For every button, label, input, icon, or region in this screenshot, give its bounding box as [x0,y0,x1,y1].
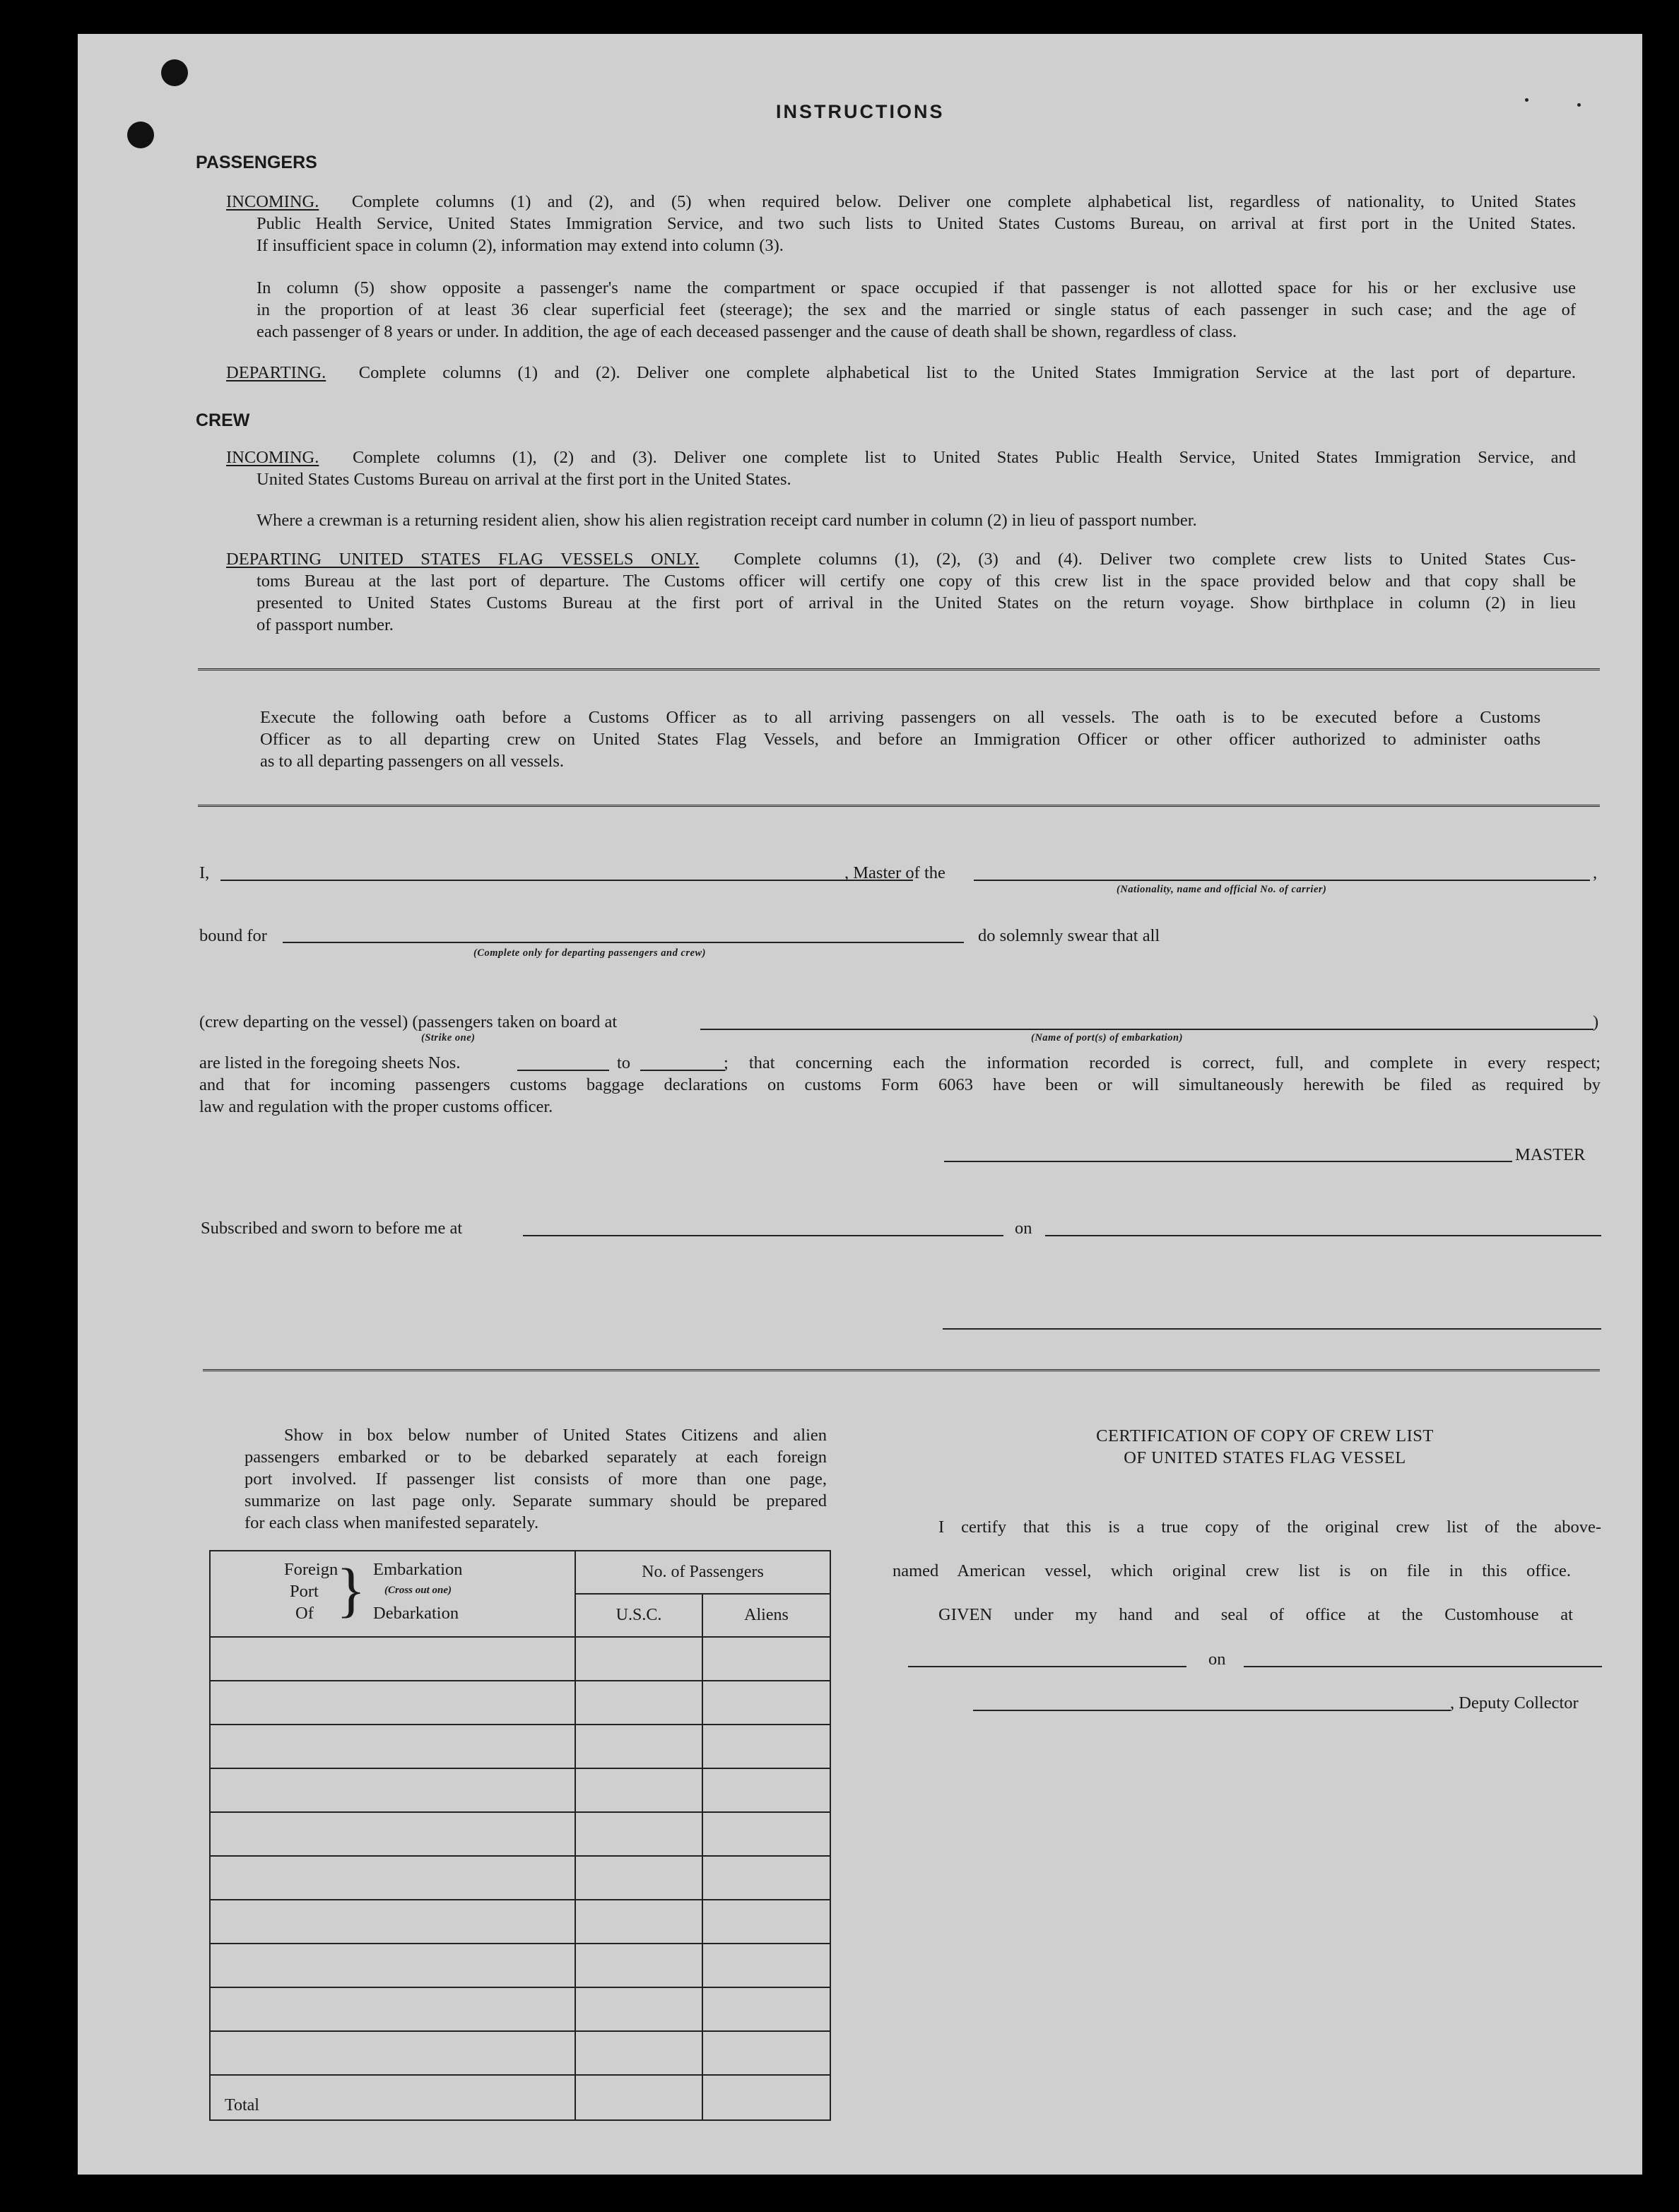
divider [198,668,1600,670]
master-name-field[interactable] [220,880,913,881]
summary-l5: for each class when manifested separately. [245,1513,539,1532]
header-foreign: Foreign [284,1560,338,1579]
speck [1577,103,1581,107]
aliens-cell[interactable] [702,1856,830,1900]
oath-close-paren: ) [1593,1012,1599,1031]
certification-title-l2: OF UNITED STATES FLAG VESSEL [1124,1448,1406,1467]
oath-sheets-to: to [617,1053,631,1072]
port-cell[interactable] [210,2031,575,2075]
officer-signature-field[interactable] [943,1328,1601,1330]
deputy-collector-label: , Deputy Collector [1450,1693,1579,1713]
aliens-cell[interactable] [702,1725,830,1768]
form-page [78,34,1642,2175]
passengers-departing-label: DEPARTING. [226,363,326,382]
deputy-signature-field[interactable] [973,1710,1451,1711]
crew-departing-l2: toms Bureau at the last port of departure. The Customs officer will certify one copy of this crew list in the space provided below and that copy shall be [257,572,1576,591]
oath-swear: do solemnly swear that all [978,926,1160,945]
header-embarkation: Embarkation [373,1560,463,1579]
crew-departing-label: DEPARTING UNITED STATES FLAG VESSELS ONLY. [226,550,700,569]
oath-instructions-l2: Officer as to all departing crew on United States Flag Vessels, and before an Immigration Officer or other officer authorized to administer oaths [260,730,1540,749]
usc-cell[interactable] [575,1944,702,1987]
embarkation-port-field[interactable] [700,1029,1593,1030]
divider [203,1369,1600,1371]
passengers-incoming-l2: Public Health Service, United States Immigration Service, and two such lists to United States Customs Bureau, on arrival at first port in the United States. [257,214,1576,233]
certification-l2: named American vessel, which original crew list is on file in this office. [892,1561,1571,1580]
aliens-cell[interactable] [702,1900,830,1944]
passengers-heading: PASSENGERS [196,153,317,172]
subscribed-label: Subscribed and sworn to before me at [201,1219,463,1238]
divider [198,805,1600,807]
brace-icon: } [336,1556,366,1623]
crew-departing-l4: of passport number. [257,615,394,634]
master-signature-field[interactable] [944,1161,1512,1162]
summary-l4: summarize on last page only. Separate summary should be prepared [245,1491,827,1510]
passengers-incoming-l3: If insufficient space in column (2), information may extend into column (3). [257,236,784,255]
master-label: MASTER [1515,1145,1586,1164]
carrier-field[interactable] [974,880,1590,881]
header-port: Port [290,1582,319,1601]
subscribed-date-field[interactable] [1045,1235,1601,1236]
oath-comma: , [1593,863,1598,882]
oath-sheets-b: ; that concerning each the information recorded is correct, full, and complete in every respect; [724,1053,1601,1072]
header-crossout: (Cross out one) [384,1585,452,1596]
usc-cell[interactable] [575,1987,702,2031]
speck [1525,98,1528,102]
port-cell[interactable] [210,1856,575,1900]
port-cell[interactable] [210,1987,575,2031]
crew-heading: CREW [196,410,250,430]
port-cell[interactable] [210,1812,575,1856]
aliens-cell[interactable] [702,1944,830,1987]
passengers-col5-l2: in the proportion of at least 36 clear superficial feet (steerage); the sex and the married or single status of each passenger in such case; and the age of [257,300,1576,319]
usc-cell[interactable] [575,2031,702,2075]
usc-cell[interactable] [575,1900,702,1944]
punch-hole-top [161,59,188,86]
certification-l1: I certify that this is a true copy of the original crew list of the above- [938,1518,1601,1537]
customhouse-field[interactable] [908,1666,1186,1667]
header-passengers: No. of Passengers [575,1551,830,1594]
crew-incoming-label: INCOMING. [226,448,319,467]
passengers-departing: DEPARTING. Complete columns (1) and (2). Deliver one complete alphabetical list to the United States Immigration Service at the last port of departure. [226,363,1577,382]
header-debarkation: Debarkation [373,1604,459,1623]
summary-l1: Show in box below number of United States Citizens and alien [284,1426,827,1445]
certification-on: on [1208,1650,1226,1669]
summary-l2: passengers embarked or to be debarked separately at each foreign [245,1448,827,1467]
punch-hole-bottom [127,122,154,148]
header-aliens: Aliens [702,1594,830,1637]
oath-i: I, [199,863,210,882]
aliens-cell[interactable] [702,1768,830,1812]
page-title: INSTRUCTIONS [776,101,945,122]
summary-l3: port involved. If passenger list consists of more than one page, [245,1469,827,1489]
passengers-col5-l1: In column (5) show opposite a passenger's name the compartment or space occupied if that passenger is not allotted space for his or her exclusive use [257,278,1576,297]
bound-for-field[interactable] [283,942,964,943]
aliens-cell[interactable] [702,1681,830,1725]
header-of: Of [295,1604,314,1623]
crew-incoming-l2: United States Customs Bureau on arrival at the first port in the United States. [257,470,791,489]
oath-master-of: , Master of the [844,863,945,882]
strike-caption: (Strike one) [421,1032,476,1043]
sheets-to-field[interactable] [640,1070,725,1071]
aliens-cell[interactable] [702,1987,830,2031]
sheets-from-field[interactable] [517,1070,609,1071]
subscribed-place-field[interactable] [523,1235,1003,1236]
oath-instructions-l3: as to all departing passengers on all vessels. [260,752,565,771]
crew-departing-l3: presented to United States Customs Bureau at the first port of arrival in the United States on the return voyage. Show birthplace in column (2) in lieu [257,593,1576,613]
port-cell[interactable] [210,1681,575,1725]
port-cell[interactable] [210,1900,575,1944]
usc-total-cell[interactable] [575,2075,702,2120]
aliens-cell[interactable] [702,1637,830,1681]
header-usc: U.S.C. [575,1594,702,1637]
oath-sheets-l2: and that for incoming passengers customs baggage declarations on customs Form 6063 have been or will simultaneously herewith be filed as required by [199,1075,1601,1094]
header-port-cell [210,1551,575,1637]
crew-incoming-l1: INCOMING. Complete columns (1), (2) and (3). Deliver one complete list to United States Public Health Service, United States Immigration Service, and [226,448,1576,467]
bound-caption: (Complete only for departing passengers and crew) [473,947,706,959]
passengers-incoming-l1: INCOMING. Complete columns (1) and (2), and (5) when required below. Deliver one complete alphabetical list, regardless of nationality, to United States [226,192,1576,211]
passengers-incoming-label: INCOMING. [226,192,319,211]
port-cell[interactable] [210,1768,575,1812]
aliens-cell[interactable] [702,2031,830,2075]
certification-date-field[interactable] [1244,1666,1602,1667]
certification-l3: GIVEN under my hand and seal of office at the Customhouse at [938,1605,1573,1624]
oath-bound-for: bound for [199,926,267,945]
certification-title-l1: CERTIFICATION OF COPY OF CREW LIST [1096,1426,1434,1445]
aliens-cell[interactable] [702,1812,830,1856]
port-cell[interactable] [210,1637,575,1681]
usc-cell[interactable] [575,1812,702,1856]
oath-sheets-l3: law and regulation with the proper customs officer. [199,1097,553,1116]
port-caption: (Name of port(s) of embarkation) [1031,1032,1183,1043]
oath-instructions-l1: Execute the following oath before a Customs Officer as to all arriving passengers on all vessels. The oath is to be executed before a Customs [260,708,1540,727]
usc-cell[interactable] [575,1637,702,1681]
passengers-col5-l3: each passenger of 8 years or under. In addition, the age of each deceased passenger and the cause of death shall be shown, regardless of class. [257,322,1237,341]
port-cell[interactable] [210,1944,575,1987]
total-label: Total [210,2075,575,2120]
usc-cell[interactable] [575,1725,702,1768]
aliens-total-cell[interactable] [702,2075,830,2120]
passenger-summary-table [209,1550,831,2121]
usc-cell[interactable] [575,1768,702,1812]
usc-cell[interactable] [575,1681,702,1725]
crew-resident-text: Where a crewman is a returning resident alien, show his alien registration receipt card number in column (2) in lieu of passport number. [257,511,1197,530]
crew-departing-l1: DEPARTING UNITED STATES FLAG VESSELS ONLY. Complete columns (1), (2), (3) and (4). Deliver two complete crew lists to United States Cus- [226,550,1576,569]
subscribed-on: on [1015,1219,1032,1238]
port-cell[interactable] [210,1725,575,1768]
usc-cell[interactable] [575,1856,702,1900]
carrier-caption: (Nationality, name and official No. of carrier) [1117,884,1327,895]
oath-sheets-a: are listed in the foregoing sheets Nos. [199,1053,461,1072]
oath-crew-departing: (crew departing on the vessel) (passengers taken on board at [199,1012,618,1031]
